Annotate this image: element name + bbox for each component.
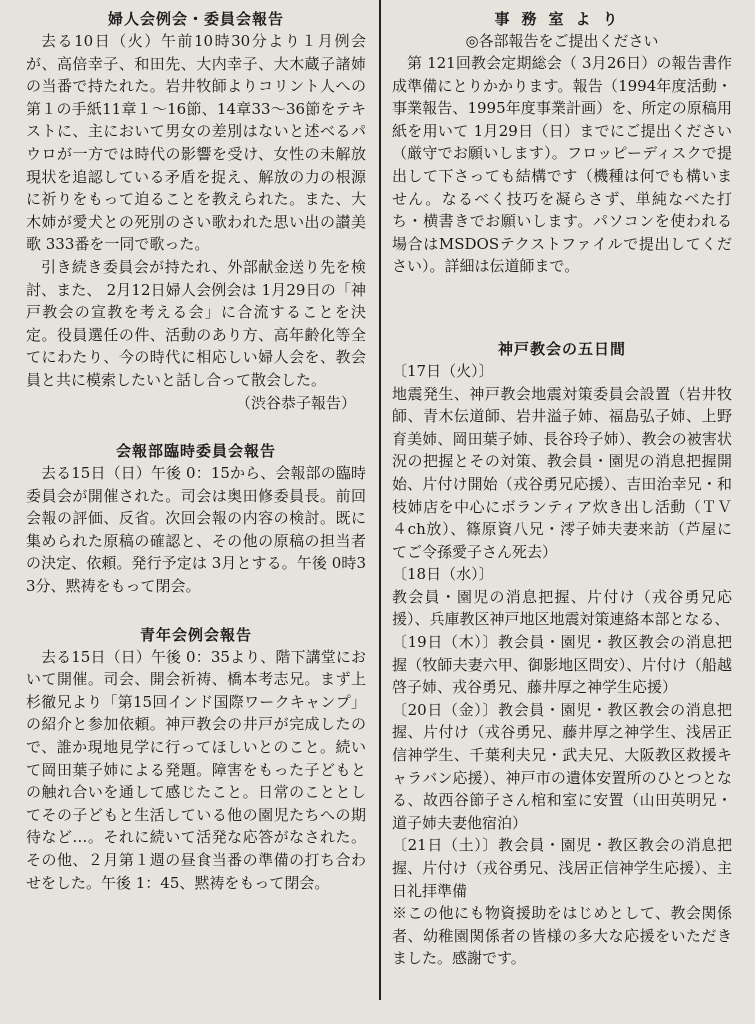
jimushitsu-subheading: ◎各部報告をご提出ください	[465, 32, 659, 50]
jimushitsu-heading: 事務室より	[494, 10, 630, 28]
right-column	[392, 8, 732, 970]
fujinkai-signature: （渋谷恭子報告）	[235, 393, 356, 412]
fujinkai-report	[26, 8, 366, 414]
fujinkai-paragraph-2: 引き続き委員会が持たれ、外部献金送り先を検討、また、 2月12日婦人会例会は 1月29日の「神戸教会の宣教を考える会」に合流することを決定。役員選任の件、活動のあり方、高年齢化等全てにわたり、今の時代に相応しい婦人会を、教会員と共に模索したいと話し合って散会した。	[26, 257, 366, 389]
itsukakan-report	[392, 338, 732, 970]
jimushitsu-paragraph-1: 第 121回教会定期総会（ 3月26日）の報告書作成準備にとりかかります。報告（1994年度活動・事業報告、1995年度事業計画）を、所定の原稿用紙を用いて 1月29日（日）までにご提出ください（厳守でお願いします）。フロッピーディスクで提出して下さっても結構です（機種は何でも構いません。なるべく技巧を凝らさず、単純なべた打ち・横書きでお願いします。パソコンを使われる場合はMSDOSテクストファイルで提出してください）。詳細は伝道師まで。	[392, 54, 732, 276]
fujinkai-paragraph-1: 去る10日（火）午前10時30分より１月例会が、高倍幸子、和田先、大内幸子、大木蔵子諸姉の当番で持たれた。岩井牧師よりコリント人への第１の手紙11章１〜16節、14章33〜36節をテキストに、主において男女の差別はないと述べるパウロが一方では時代の影響を受け、女性の未解放現状を追認している矛盾を捉え、解放の力の根源に祈りをもって迫ることを教えられた。また、大木姉が愛犬との死別のさい歌われた思い出の讃美歌 333番を一同で歌った。	[26, 32, 366, 254]
fujinkai-heading: 婦人会例会・委員会報告	[107, 10, 284, 28]
day17-text: 地震発生、神戸教会地震対策委員会設置（岩井牧師、青木伝道師、岩井溢子姉、福島弘子姉、上野育美姉、岡田葉子姉、長谷玲子姉）、教会の被害状況の把握とその対策、教会員・園児の消息把握開始、片付け開始（戎谷勇兄応援）、吉田治幸兄・和枝姉店を中心にボランティア炊き出し活動（ＴＶ４ch放）、篠原資八兄・澪子姉夫妻来訪（芦屋にてご令孫愛子さん死去）	[392, 384, 732, 561]
day20-text: 〔20日（金）〕教会員・園児・教区教会の消息把握、片付け（戎谷勇兄、藤井厚之神学生、浅居正信神学生、千葉利夫兄・武夫兄、大阪教区救援キャラバン応援）、神戸市の遺体安置所のひとつとなる、故西谷節子さん棺和室に安置（山田英明兄・道子姉夫妻他宿泊）	[392, 700, 732, 832]
column-divider	[379, 0, 381, 1000]
day18-text: 教会員・園児の消息把握、片付け（戎谷勇兄応援）、兵庫教区神戸地区地震対策連絡本部となる、	[392, 587, 732, 629]
kaiho-report	[26, 440, 366, 598]
left-column	[26, 8, 366, 894]
jimushitsu-notice	[392, 8, 732, 278]
seinen-heading: 青年会例会報告	[139, 625, 252, 644]
kaiho-heading: 会報部臨時委員会報告	[115, 442, 276, 461]
itsukakan-heading: 神戸教会の五日間	[497, 339, 626, 358]
seinen-report	[26, 624, 366, 895]
day19-text: 〔19日（木）〕教会員・園児・教区教会の消息把握（牧師夫妻六甲、御影地区問安）、片付け（船越啓子姉、戎谷勇兄、藤井厚之神学生応援）	[392, 633, 732, 697]
day17-label: 〔17日（火）〕	[392, 361, 494, 380]
seinen-paragraph-1: 去る15日（日）午後 0：35より、階下講堂において開催。司会、開会祈祷、橋本考志兄。まず上杉徹兄より「第15回インド国際ワークキャンプ」の紹介と参加依頼。神戸教会の井戸が完成したので、誰か現地見学に行ってほしいとのこと。続いて岡田葉子姉による発題。障害をもった子どもとの触れ合いを通して感じたこと。日常のこととしてその子どもと生活している他の園児たちへの期待など…。それに続いて活発な応答がなされた。その他、２月第１週の昼食当番の準備の打ち合わせをした。午後 1：45、黙祷をもって閉会。	[26, 647, 366, 892]
closing-note: ※この他にも物資援助をはじめとして、教会関係者、幼稚園関係者の皆様の多大な応援をいただきました。感謝です。	[392, 904, 732, 968]
kaiho-paragraph-1: 去る15日（日）午後 0：15から、会報部の臨時委員会が開催された。司会は奥田修委員長。前回会報の評価、反省。次回会報の内容の検討。既に集められた原稿の確認と、その他の原稿の担当者の決定、依頼。発行予定は 3月とする。午後 0時33分、黙祷をもって閉会。	[26, 464, 366, 596]
day21-text: 〔21日（土）〕教会員・園児・教区教会の消息把握、片付け（戎谷勇兄、浅居正信神学生応援）、主日礼拝準備	[392, 836, 732, 900]
day18-label: 〔18日（水）〕	[392, 565, 494, 584]
